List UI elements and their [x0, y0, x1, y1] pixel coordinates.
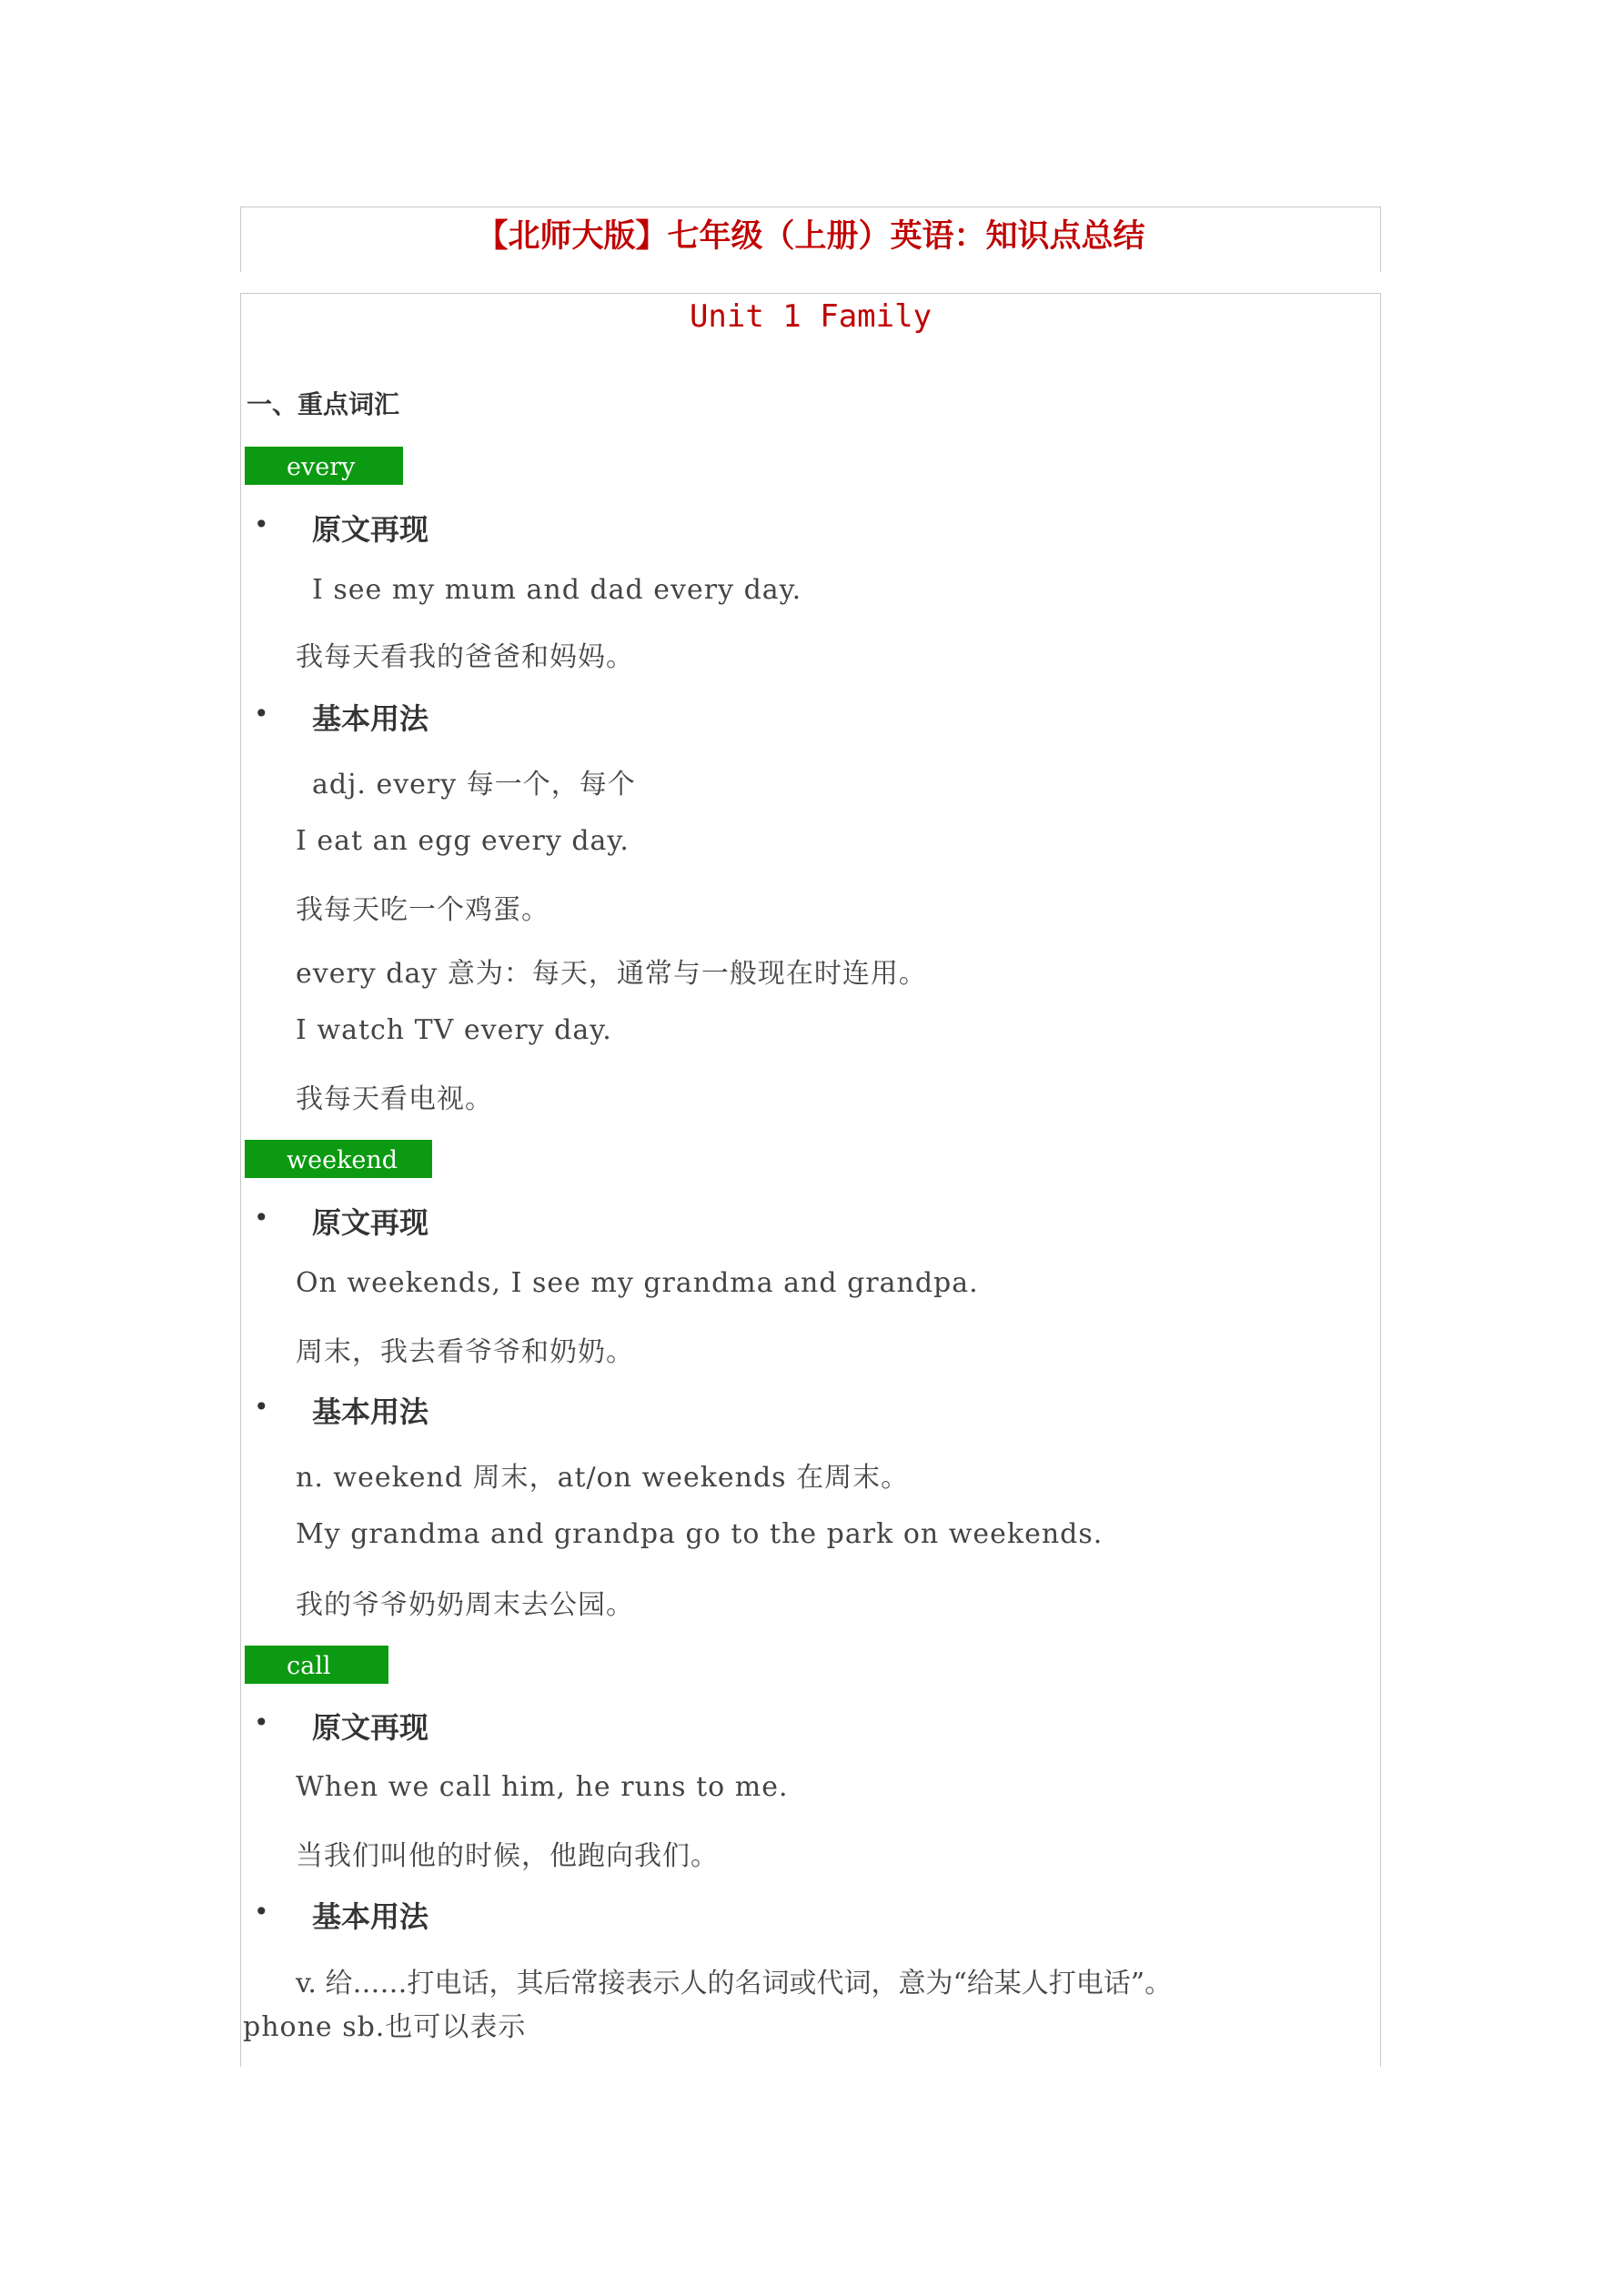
- usage-line: My grandma and grandpa go to the park on weekends.: [296, 1518, 1104, 1550]
- usage-heading: 基本用法: [312, 701, 429, 736]
- usage-line: 我的爷爷奶奶周末去公园。: [296, 1589, 634, 1621]
- bullet-icon: •: [254, 1707, 269, 1737]
- original-line: On weekends, I see my grandma and grandpa.: [296, 1267, 979, 1299]
- document-title: 【北师大版】七年级（上册）英语：知识点总结: [476, 218, 1145, 255]
- original-line: When we call him, he runs to me.: [296, 1771, 789, 1803]
- usage-line: every day 意为：每天，通常与一般现在时连用。: [296, 958, 927, 990]
- usage-heading: 基本用法: [312, 1899, 429, 1934]
- usage-line: v. 给……打电话，其后常接表示人的名词或代词，意为“给某人打电话”。: [296, 1968, 1173, 1999]
- bullet-icon: •: [254, 509, 269, 539]
- original-line: I see my mum and dad every day.: [312, 574, 802, 606]
- title-box: [240, 206, 1381, 272]
- word-tag-call: call: [245, 1646, 388, 1684]
- original-heading: 原文再现: [312, 1205, 429, 1240]
- original-line: 我每天看我的爸爸和妈妈。: [296, 641, 634, 673]
- content-box: [240, 293, 1381, 2067]
- usage-heading: 基本用法: [312, 1395, 429, 1429]
- usage-line: phone sb.也可以表示: [243, 2011, 527, 2043]
- usage-line: 我每天吃一个鸡蛋。: [296, 894, 549, 926]
- unit-title: Unit 1 Family: [689, 298, 932, 335]
- usage-line: I watch TV every day.: [296, 1014, 612, 1046]
- original-line: 周末，我去看爷爷和奶奶。: [296, 1336, 634, 1368]
- section-heading: 一、重点词汇: [247, 389, 400, 419]
- bullet-icon: •: [254, 699, 269, 729]
- usage-line: n. weekend 周末，at/on weekends 在周末。: [296, 1462, 910, 1494]
- bullet-icon: •: [254, 1897, 269, 1927]
- word-tag-weekend: weekend: [245, 1140, 432, 1178]
- bullet-icon: •: [254, 1392, 269, 1422]
- original-heading: 原文再现: [312, 1710, 429, 1745]
- usage-line: I eat an egg every day.: [296, 825, 630, 857]
- bullet-icon: •: [254, 1203, 269, 1233]
- original-heading: 原文再现: [312, 512, 429, 547]
- original-line: 当我们叫他的时候，他跑向我们。: [296, 1840, 719, 1872]
- usage-line: 我每天看电视。: [296, 1083, 493, 1115]
- usage-line: adj. every 每一个，每个: [312, 769, 636, 801]
- word-tag-every: every: [245, 447, 403, 485]
